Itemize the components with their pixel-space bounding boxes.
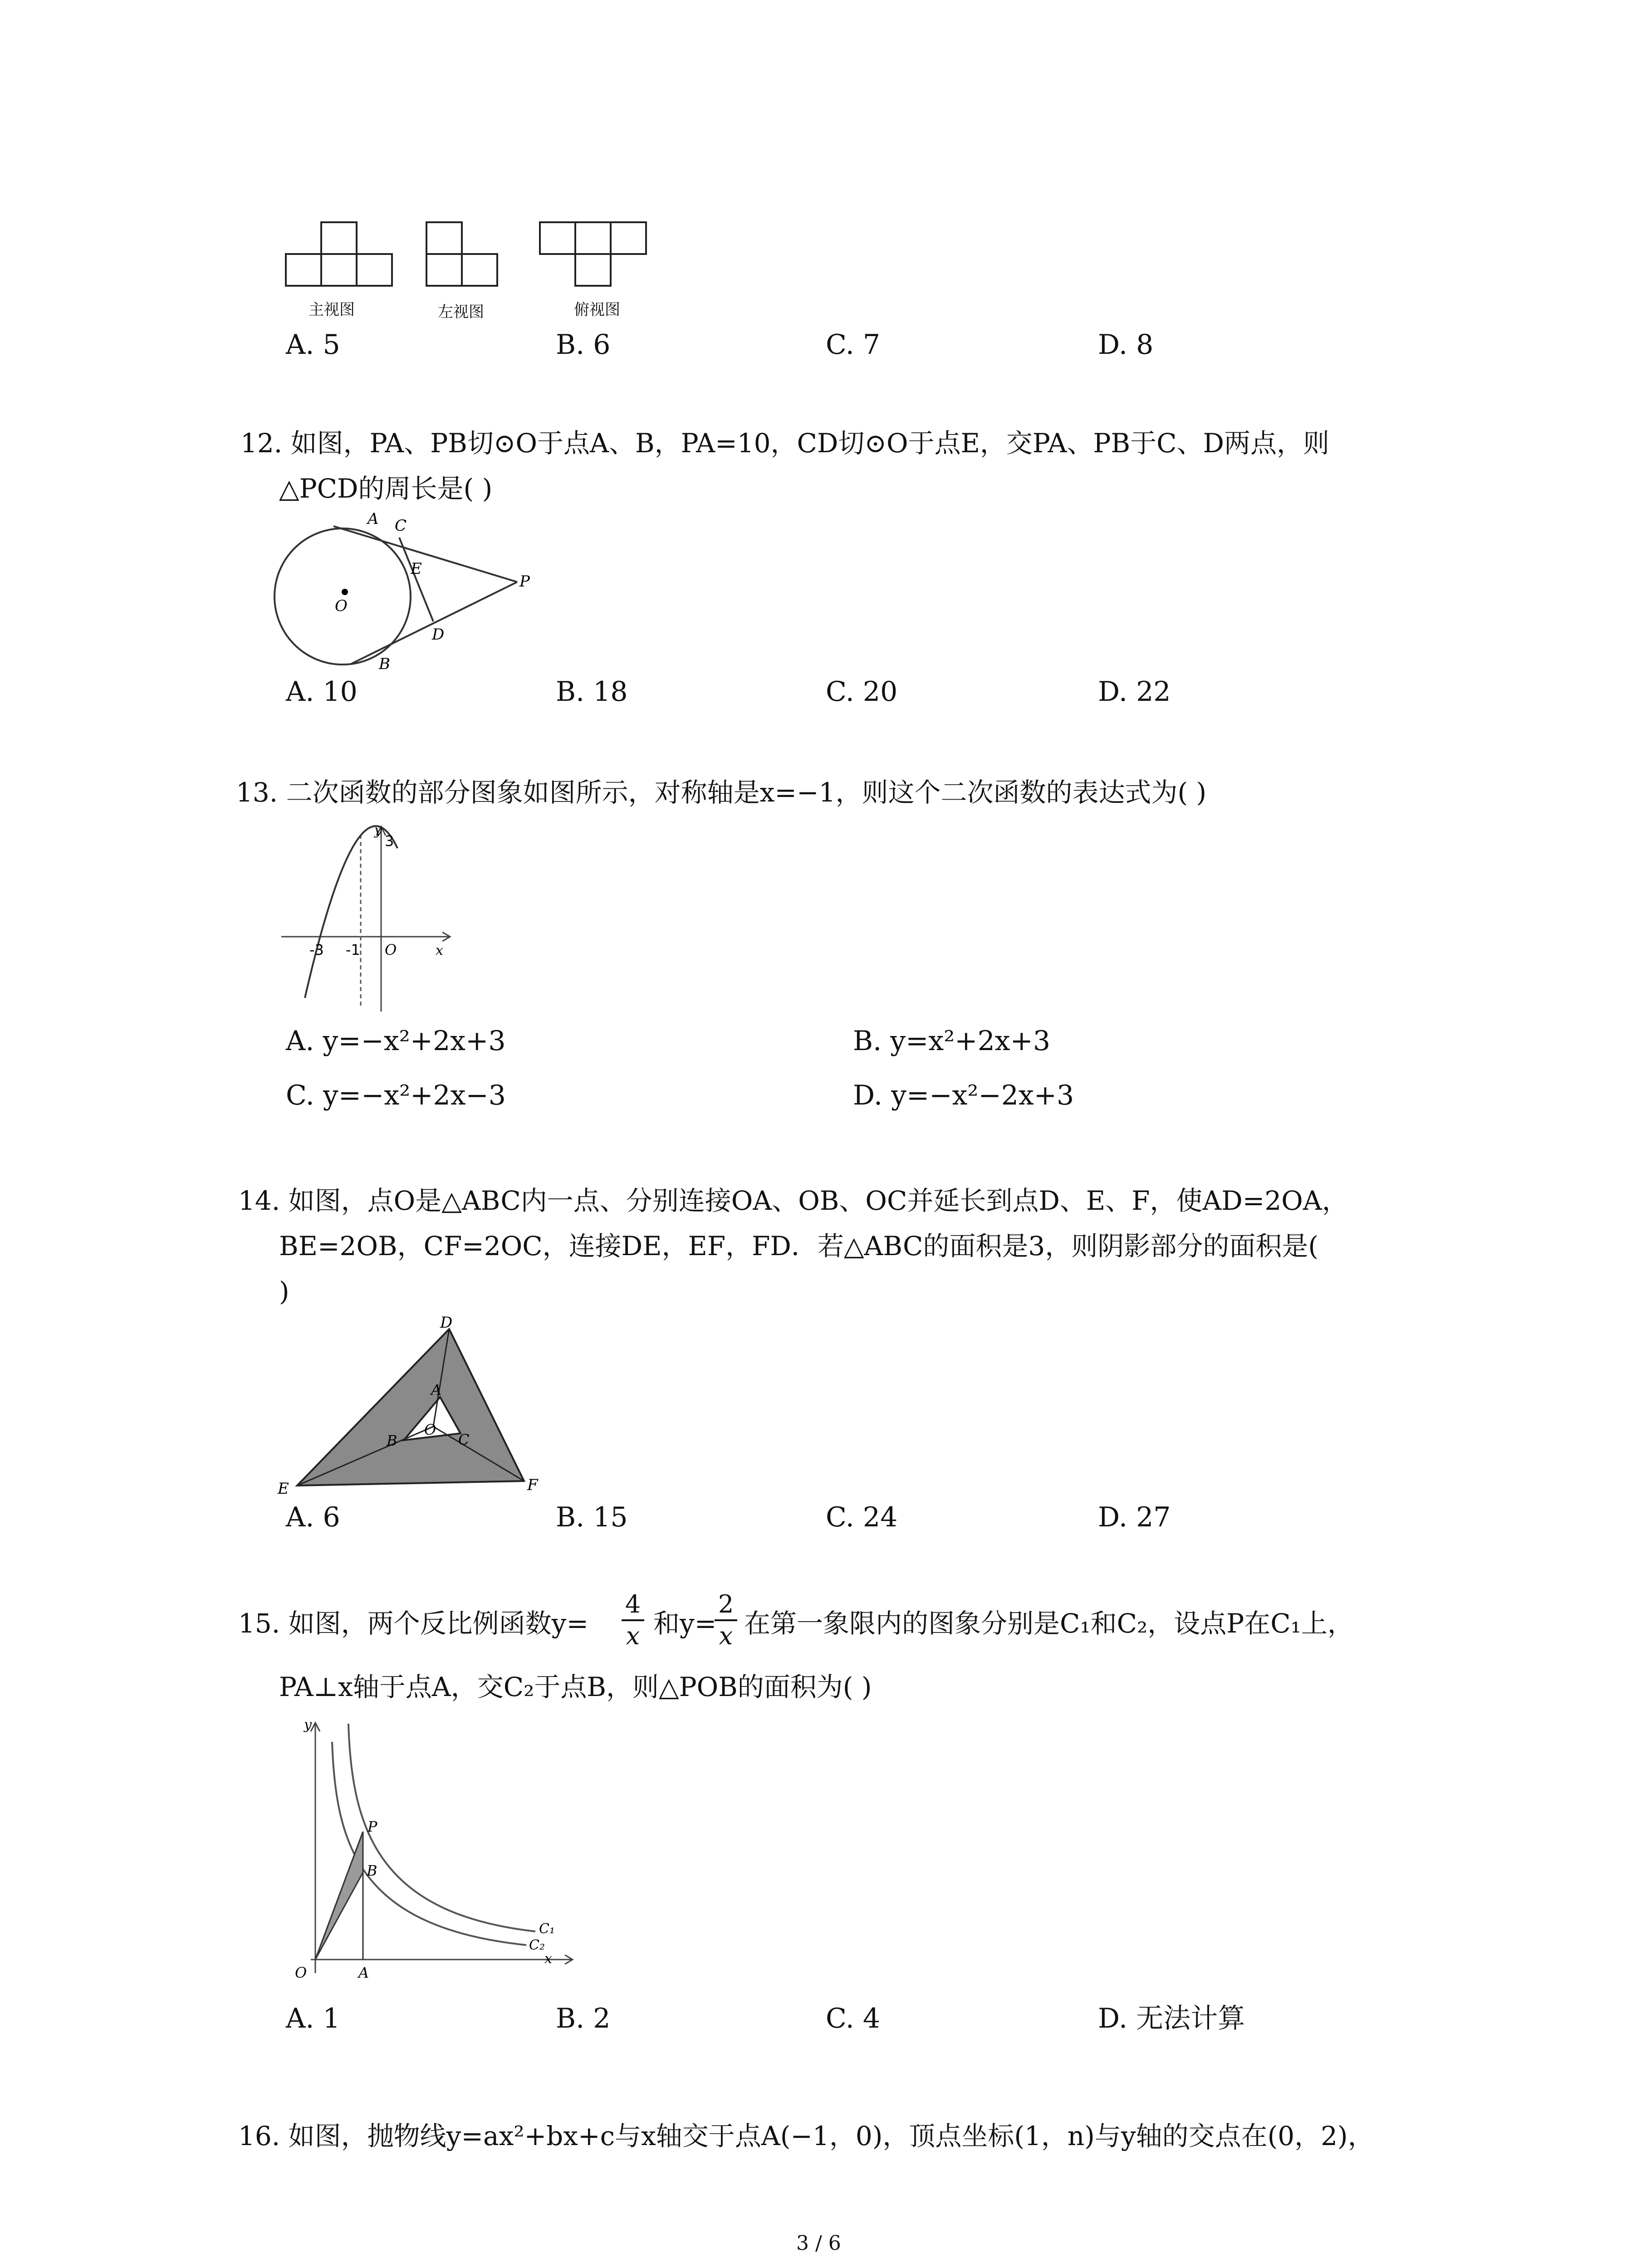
q14-stem-line3: ) [279, 1276, 289, 1307]
q15-stem-line2: PA⊥x轴于点A，交C₂于点B，则△POB的面积为( ) [279, 1672, 872, 1702]
q14-option-a: A. 6 [286, 1501, 340, 1533]
q15-stem-line1-c: 在第一象限内的图象分别是C₁和C₂，设点P在C₁上， [744, 1608, 1354, 1639]
fraction-2-numerator: 2 [718, 1590, 734, 1618]
label-d: D [432, 626, 445, 644]
q13-stem-line1: 13. 二次函数的部分图象如图所示，对称轴是x=−1，则这个二次函数的表达式为( ) [236, 777, 1207, 808]
label-o: O [385, 941, 397, 958]
q15-option-c: C. 4 [826, 2003, 881, 2034]
q12-option-a: A. 10 [286, 676, 358, 708]
fraction-2-denominator: x [719, 1622, 733, 1650]
q13-option-a: A. y=−x²+2x+3 [286, 1025, 506, 1057]
tangent-pb [352, 582, 517, 664]
left-view-cell [426, 222, 462, 254]
q15-stem-line1-a: 15. 如图，两个反比例函数y= [238, 1608, 589, 1639]
q14-option-d: D. 27 [1098, 1501, 1171, 1533]
label-d: D [440, 1314, 453, 1332]
q13-option-c: C. y=−x²+2x−3 [286, 1080, 506, 1111]
q13-option-d: D. y=−x²−2x+3 [853, 1080, 1074, 1111]
q14-shaded-triangle-figure [268, 1313, 549, 1504]
q15-stem-line1-b: 和y= [653, 1608, 717, 1639]
q15-option-b: B. 2 [556, 2003, 611, 2034]
q14-option-c: C. 24 [826, 1501, 898, 1533]
label-a: A [431, 1381, 442, 1398]
tangent-cd [399, 538, 433, 621]
label-e: E [278, 1480, 289, 1498]
label-p: P [367, 1818, 377, 1835]
label-y: y [374, 822, 382, 838]
q14-option-b: B. 15 [556, 1501, 628, 1533]
top-view-cell [540, 222, 575, 254]
main-view-cell [321, 254, 357, 286]
label-o: O [335, 597, 348, 615]
q15-fraction-2 [715, 1592, 737, 1648]
fraction-1-denominator: x [626, 1622, 640, 1650]
q11-option-d: D. 8 [1098, 329, 1154, 361]
page-number: 3 / 6 [796, 2232, 841, 2255]
label-neg3: -3 [309, 941, 324, 958]
label-three: 3 [385, 832, 394, 850]
label-b: B [379, 655, 390, 673]
label-neg1: -1 [346, 941, 360, 958]
main-view-label: 主视图 [309, 301, 355, 319]
label-e: E [411, 560, 422, 578]
q13-option-b: B. y=x²+2x+3 [853, 1025, 1051, 1057]
segment-op [315, 1832, 363, 1960]
main-view-cell [286, 254, 321, 286]
q12-stem-line1: 12. 如图，PA、PB切⊙O于点A、B，PA=10，CD切⊙O于点E，交PA、PB于C、D两点，则 [240, 428, 1330, 459]
main-view-cell [321, 222, 357, 254]
q12-stem-line2: △PCD的周长是( ) [279, 473, 493, 504]
label-c: C [458, 1431, 470, 1448]
q15-option-d: D. 无法计算 [1098, 2003, 1245, 2034]
label-c: C [395, 517, 407, 535]
q15-inverse-function-figure [272, 1715, 581, 1978]
label-x: x [544, 1951, 552, 1967]
left-view-cell [426, 254, 462, 286]
q11-option-a: A. 5 [286, 329, 340, 361]
label-y: y [304, 1717, 312, 1733]
q14-stem-line2: BE=2OB，CF=2OC，连接DE，EF，FD．若△ABC的面积是3，则阴影部分的面积是( [279, 1231, 1318, 1261]
q11-option-c: C. 7 [826, 329, 881, 361]
label-a: A [358, 1964, 369, 1978]
top-view-label: 俯视图 [574, 301, 620, 319]
label-b: B [367, 1862, 377, 1879]
label-c1: C₁ [539, 1921, 555, 1937]
q15-fraction-1 [622, 1592, 644, 1648]
left-view-cell [462, 254, 497, 286]
fraction-1-numerator: 4 [625, 1590, 641, 1618]
center-point-o [342, 589, 348, 595]
tangent-pa [333, 526, 517, 582]
label-f: F [527, 1476, 538, 1494]
q16-stem-line1: 16. 如图，抛物线y=ax²+bx+c与x轴交于点A(−1，0)，顶点坐标(1，n)与y轴的交点在(0，2)， [238, 2121, 1374, 2151]
top-view-cell [611, 222, 646, 254]
label-p: P [519, 572, 530, 591]
q12-option-b: B. 18 [556, 676, 628, 708]
q15-option-a: A. 1 [286, 2003, 340, 2034]
top-view-cell [575, 222, 611, 254]
q11-option-b: B. 6 [556, 329, 611, 361]
main-view-cell [357, 254, 392, 286]
q12-circle-tangent-figure [272, 506, 544, 678]
label-b: B [387, 1432, 397, 1449]
label-x: x [436, 943, 443, 958]
top-view-cell [575, 254, 611, 286]
label-o: O [424, 1421, 436, 1438]
q13-parabola-figure [272, 816, 463, 1016]
parabola-curve [305, 826, 397, 998]
q12-option-c: C. 20 [826, 676, 898, 708]
label-o: O [295, 1964, 307, 1978]
q14-stem-line1: 14. 如图，点O是△ABC内一点、分别连接OA、OB、OC并延长到点D、E、F，使AD=2OA， [238, 1185, 1348, 1216]
fraction-1-bar [622, 1619, 644, 1621]
triangle-def [297, 1329, 524, 1486]
fraction-2-bar [715, 1619, 737, 1621]
q12-option-d: D. 22 [1098, 676, 1171, 708]
label-a: A [367, 510, 379, 528]
label-c2: C₂ [529, 1937, 545, 1953]
left-view-label: 左视图 [438, 303, 484, 321]
